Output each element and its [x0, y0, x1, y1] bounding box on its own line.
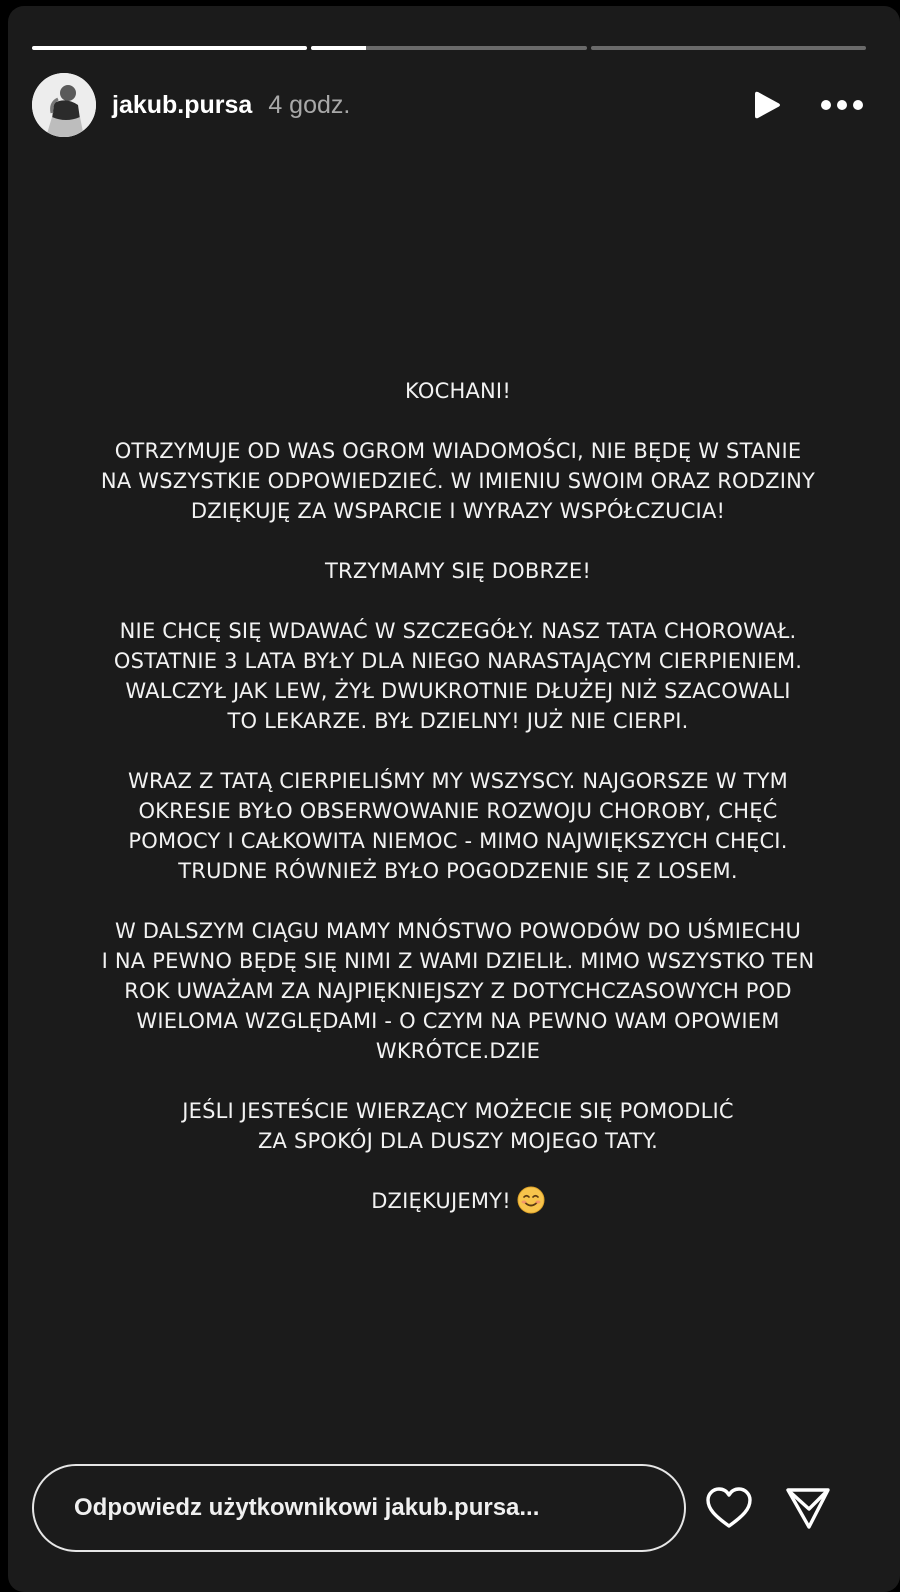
story-viewer	[8, 6, 900, 1592]
story-text	[58, 376, 858, 1246]
send-icon[interactable]	[784, 1484, 832, 1532]
reply-placeholder: Odpowiedz użytkownikowi jakub.pursa...	[74, 1494, 540, 1521]
username[interactable]: jakub.pursa	[112, 90, 253, 119]
reply-input[interactable]	[32, 1464, 686, 1552]
story-paragraph: W DALSZYM CIĄGU MAMY MNÓSTWO POWODÓW DO UŚMIECHU I NA PEWNO BĘDĘ SIĘ NIMI Z WAMI DZIELIŁ. MIMO WSZYSTKO TEN ROK UWAŻAM ZA NAJPIĘKNIEJSZY Z DOTYCHCZASOWYCH POD WIELOMA WZGLĘDAMI - O CZYM NA PEWNO WAM OPOWIEM WKRÓTCE.DZIE	[101, 919, 815, 1063]
avatar[interactable]	[32, 73, 96, 137]
story-paragraph: KOCHANI!	[405, 379, 511, 403]
more-options-icon[interactable]	[818, 85, 866, 125]
story-paragraph: TRZYMAMY SIĘ DOBRZE!	[325, 559, 591, 583]
smiling-face-emoji	[517, 1186, 545, 1214]
progress-segment	[591, 46, 866, 50]
play-icon[interactable]	[748, 85, 788, 125]
story-paragraph: WRAZ Z TATĄ CIERPIELIŚMY MY WSZYSCY. NAJGORSZE W TYM OKRESIE BYŁO OBSERWOWANIE ROZWOJU CHOROBY, CHĘĆ POMOCY I CAŁKOWITA NIEMOC - MIMO NAJWIĘKSZYCH CHĘCI. TRUDNE RÓWNIEŻ BYŁO POGODZENIE SIĘ Z LOSEM.	[128, 769, 788, 883]
story-header	[32, 73, 866, 137]
story-closing	[58, 1186, 858, 1216]
story-paragraph: JEŚLI JESTEŚCIE WIERZĄCY MOŻECIE SIĘ POMODLIĆ ZA SPOKÓJ DLA DUSZY MOJEGO TATY.	[182, 1099, 734, 1153]
story-paragraph: OTRZYMUJE OD WAS OGROM WIADOMOŚCI, NIE BĘDĘ W STANIE NA WSZYSTKIE ODPOWIEDZIEĆ. W IMIENIU SWOIM ORAZ RODZINY DZIĘKUJĘ ZA WSPARCIE I WYRAZY WSPÓŁCZUCIA!	[100, 439, 816, 523]
heart-icon[interactable]	[704, 1485, 754, 1531]
story-progress-bar	[32, 46, 866, 50]
post-time: 4 godz.	[268, 90, 351, 119]
progress-segment	[32, 46, 307, 50]
avatar-photo	[32, 73, 96, 137]
closing-text: DZIĘKUJEMY!	[371, 1189, 511, 1213]
progress-segment	[311, 46, 586, 50]
story-paragraph: NIE CHCĘ SIĘ WDAWAĆ W SZCZEGÓŁY. NASZ TATA CHOROWAŁ. OSTATNIE 3 LATA BYŁY DLA NIEGO NARASTAJĄCYM CIERPIENIEM. WALCZYŁ JAK LEW, ŻYŁ DWUKROTNIE DŁUŻEJ NIŻ SZACOWALI TO LEKARZE. BYŁ DZIELNY! JUŻ NIE CIERPI.	[113, 619, 803, 733]
